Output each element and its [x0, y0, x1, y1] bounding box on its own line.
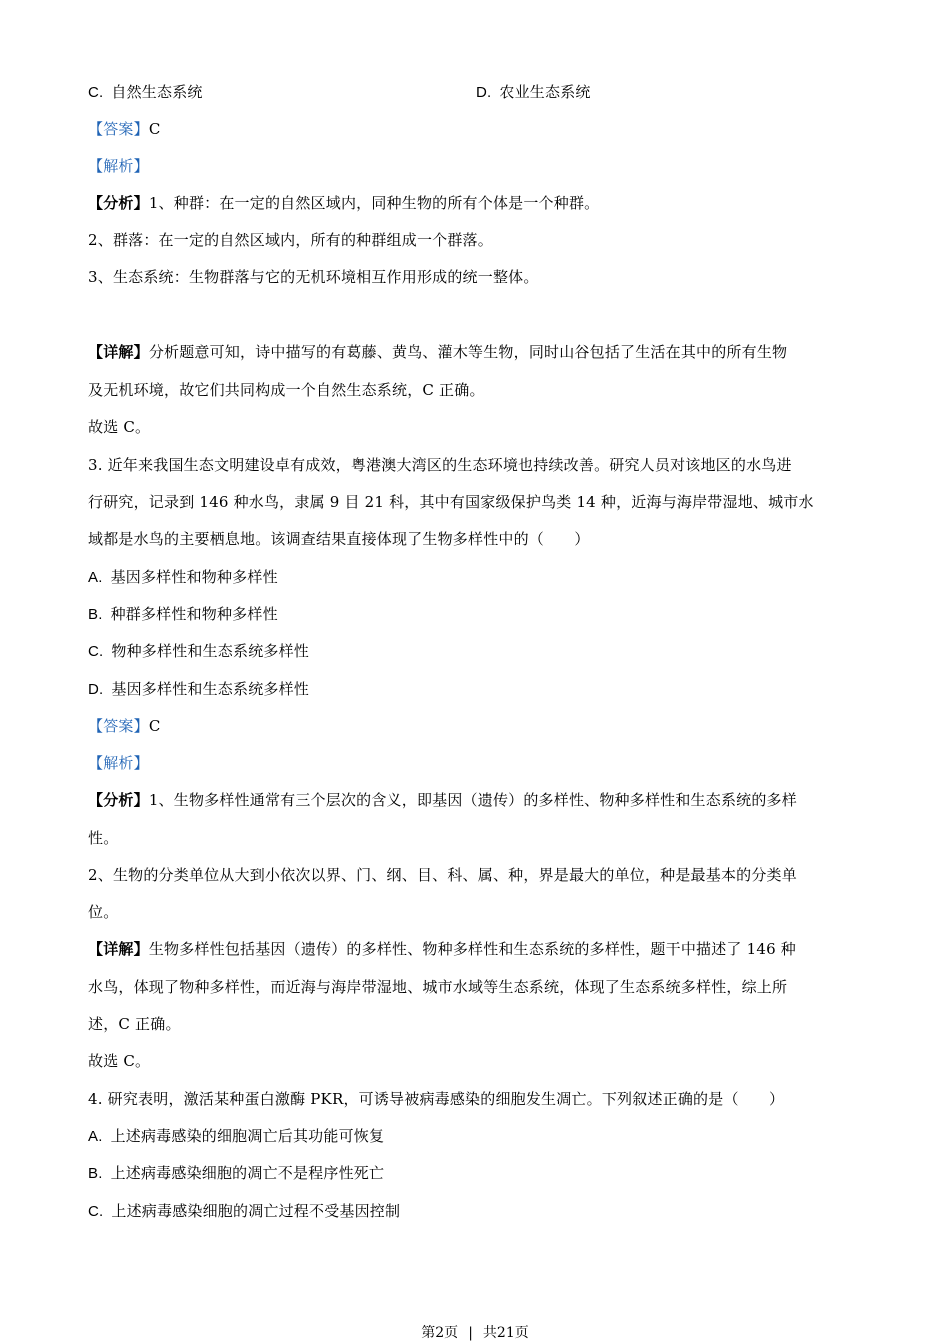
q3-option-d: D. 基因多样性和生态系统多样性 — [88, 680, 310, 698]
q3-answer: 【答案】C — [88, 717, 161, 735]
q3-fenxi-1a: 【分析】1、生物多样性通常有三个层次的含义，即基因（遗传）的多样性、物种多样性和生态系统的多样 — [88, 791, 797, 809]
page-footer — [0, 1324, 950, 1342]
q3-detail-2: 水鸟，体现了物种多样性，而近海与海岸带湿地、城市水域等生态系统，体现了生态系统多样性，综上所 — [88, 978, 788, 996]
q3-fenxi-2b: 位。 — [88, 903, 119, 921]
q3-stem-1: 3. 近年来我国生态文明建设卓有成效，粤港澳大湾区的生态环境也持续改善。研究人员对该地区的水鸟进 — [88, 456, 792, 474]
q2-option-c: C. 自然生态系统 — [88, 83, 203, 101]
q4-option-c: C. 上述病毒感染细胞的凋亡过程不受基因控制 — [88, 1202, 401, 1220]
q3-option-a: A. 基因多样性和物种多样性 — [88, 568, 278, 586]
q3-detail-3: 述，C 正确。 — [88, 1015, 181, 1033]
q2-fenxi-3: 3、生态系统：生物群落与它的无机环境相互作用形成的统一整体。 — [88, 268, 539, 286]
q2-answer: 【答案】C — [88, 120, 161, 138]
q2-fenxi-1: 【分析】1、种群：在一定的自然区域内，同种生物的所有个体是一个种群。 — [88, 194, 600, 212]
q2-detail-2: 及无机环境，故它们共同构成一个自然生态系统，C 正确。 — [88, 381, 485, 399]
q4-option-a: A. 上述病毒感染的细胞凋亡后其功能可恢复 — [88, 1127, 385, 1145]
answer-tag: 【答案】 — [88, 717, 149, 735]
q3-detail-1: 【详解】生物多样性包括基因（遗传）的多样性、物种多样性和生态系统的多样性，题干中描述了 146 种 — [88, 940, 796, 958]
q4-stem-1: 4. 研究表明，激活某种蛋白激酶 PKR，可诱导被病毒感染的细胞发生凋亡。下列叙述正确的是（ ） — [88, 1090, 785, 1108]
q4-option-b: B. 上述病毒感染细胞的凋亡不是程序性死亡 — [88, 1164, 385, 1182]
footer-separator: | — [468, 1325, 473, 1341]
page-number: 第2页 — [421, 1325, 459, 1341]
q3-stem-2: 行研究，记录到 146 种水鸟，隶属 9 目 21 科，其中有国家级保护鸟类 14 种，近海与海岸带湿地、城市水 — [88, 493, 814, 511]
q3-fenxi-1b: 性。 — [88, 829, 119, 847]
q2-choose: 故选 C。 — [88, 418, 151, 436]
q3-stem-3: 域都是水鸟的主要栖息地。该调查结果直接体现了生物多样性中的（ ） — [88, 530, 590, 548]
q3-option-b: B. 种群多样性和物种多样性 — [88, 605, 278, 623]
answer-tag: 【答案】 — [88, 120, 149, 138]
q2-detail-1: 【详解】分析题意可知，诗中描写的有葛藤、黄鸟、灌木等生物，同时山谷包括了生活在其中的所有生物 — [88, 343, 788, 361]
q3-fenxi-2a: 2、生物的分类单位从大到小依次以界、门、纲、目、科、属、种，界是最大的单位，种是最基本的分类单 — [88, 866, 797, 884]
fenxi-tag: 【分析】 — [88, 791, 149, 809]
page-total: 共21页 — [482, 1325, 529, 1341]
q3-choose: 故选 C。 — [88, 1052, 151, 1070]
q3-option-c: C. 物种多样性和生态系统多样性 — [88, 642, 310, 660]
detail-tag: 【详解】 — [88, 940, 149, 958]
q3-analysis-tag: 【解析】 — [88, 754, 149, 772]
fenxi-tag: 【分析】 — [88, 194, 149, 212]
detail-tag: 【详解】 — [88, 343, 149, 361]
q2-fenxi-2: 2、群落：在一定的自然区域内，所有的种群组成一个群落。 — [88, 231, 493, 249]
q2-analysis-tag: 【解析】 — [88, 157, 149, 175]
q2-option-d: D. 农业生态系统 — [476, 83, 591, 101]
